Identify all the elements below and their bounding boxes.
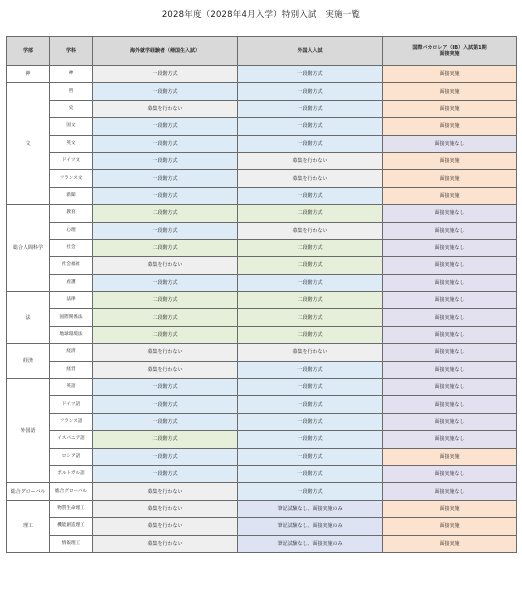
table-row [7,239,517,256]
returnee-cell: 二段階方式 [93,326,238,343]
department-cell: 国際関係法 [50,309,93,326]
table-row [7,152,517,169]
table-row [7,205,517,222]
department-cell: 看護 [50,274,93,291]
department-cell: 社会 [50,239,93,256]
ib-cell: 面接実施 [383,187,517,204]
returnee-cell: 募集を行わない [93,344,238,361]
table-body [7,66,517,553]
table-row [7,518,517,535]
foreign-cell: 一段階方式 [238,66,383,83]
faculty-cell: 外国語 [7,379,50,483]
department-cell: 機能創造理工 [50,518,93,535]
ib-cell: 面接実施なし [383,274,517,291]
table-row [7,483,517,500]
ib-cell: 面接実施なし [383,361,517,378]
returnee-cell: 二段階方式 [93,309,238,326]
foreign-cell: 筆記試験なし、面接実施のみ [238,535,383,552]
department-cell: フランス文 [50,170,93,187]
foreign-cell: 一段階方式 [238,135,383,152]
department-cell: 物質生命理工 [50,500,93,517]
foreign-cell: 一段階方式 [238,100,383,117]
department-cell: ドイツ語 [50,396,93,413]
ib-cell: 面接実施 [383,170,517,187]
table-row [7,222,517,239]
ib-cell: 面接実施なし [383,413,517,430]
ib-cell: 面接実施 [383,535,517,552]
table-row [7,118,517,135]
department-cell: 哲 [50,83,93,100]
faculty-cell: 文 [7,83,50,205]
returnee-cell: 一段階方式 [93,187,238,204]
foreign-cell: 一段階方式 [238,448,383,465]
foreign-cell: 一段階方式 [238,413,383,430]
foreign-cell: 二段階方式 [238,292,383,309]
faculty-cell: 総合グローバル [7,483,50,500]
table-row [7,326,517,343]
page-title: 2028年度（2028年4月入学）特別入試 実施一覧 [161,10,361,20]
ib-cell: 面接実施なし [383,135,517,152]
department-cell: 英文 [50,135,93,152]
table-row [7,274,517,291]
foreign-cell: 一段階方式 [238,379,383,396]
department-cell: ポルトガル語 [50,465,93,482]
returnee-cell: 一段階方式 [93,135,238,152]
ib-cell: 面接実施なし [383,465,517,482]
department-cell: ドイツ文 [50,152,93,169]
table-row [7,535,517,552]
department-cell: ロシア語 [50,448,93,465]
foreign-cell: 筆記試験なし、面接実施のみ [238,500,383,517]
ib-cell: 面接実施 [383,448,517,465]
returnee-cell: 募集を行わない [93,518,238,535]
header-faculty: 学部 [7,37,50,66]
department-cell: イスパニア語 [50,431,93,448]
table-row [7,361,517,378]
ib-cell: 面接実施 [383,100,517,117]
table-row [7,431,517,448]
table-row [7,465,517,482]
ib-cell: 面接実施なし [383,431,517,448]
foreign-cell: 一段階方式 [238,431,383,448]
foreign-cell: 募集を行わない [238,344,383,361]
ib-cell: 面接実施 [383,518,517,535]
foreign-cell: 募集を行わない [238,152,383,169]
ib-cell: 面接実施 [383,118,517,135]
returnee-cell: 二段階方式 [93,431,238,448]
foreign-cell: 一段階方式 [238,465,383,482]
table-row [7,292,517,309]
foreign-cell: 二段階方式 [238,239,383,256]
department-cell: 経営 [50,361,93,378]
foreign-cell: 一段階方式 [238,83,383,100]
foreign-cell: 一段階方式 [238,396,383,413]
returnee-cell: 一段階方式 [93,66,238,83]
ib-cell: 面接実施なし [383,309,517,326]
ib-cell: 面接実施 [383,500,517,517]
ib-cell: 面接実施なし [383,257,517,274]
returnee-cell: 一段階方式 [93,118,238,135]
foreign-cell: 一段階方式 [238,274,383,291]
foreign-cell: 一段階方式 [238,118,383,135]
department-cell: 法律 [50,292,93,309]
table-row [7,83,517,100]
ib-cell: 面接実施なし [383,379,517,396]
table-row [7,379,517,396]
faculty-cell: 法 [7,292,50,344]
department-cell: 新聞 [50,187,93,204]
table-row [7,309,517,326]
table-row [7,396,517,413]
returnee-cell: 募集を行わない [93,100,238,117]
returnee-cell: 二段階方式 [93,292,238,309]
returnee-cell: 募集を行わない [93,257,238,274]
ib-cell: 面接実施なし [383,344,517,361]
ib-cell: 面接実施 [383,66,517,83]
department-cell: 神 [50,66,93,83]
foreign-cell: 募集を行わない [238,170,383,187]
department-cell: 国文 [50,118,93,135]
returnee-cell: 一段階方式 [93,152,238,169]
foreign-cell: 一段階方式 [238,187,383,204]
returnee-cell: 一段階方式 [93,448,238,465]
table-row [7,100,517,117]
returnee-cell: 一段階方式 [93,413,238,430]
department-cell: 教育 [50,205,93,222]
table-row [7,257,517,274]
header-ib-line1: 国際バカロレア（IB）入試第1期 [412,45,487,51]
ib-cell: 面接実施なし [383,326,517,343]
header-department: 学科 [50,37,93,66]
faculty-cell: 理工 [7,500,50,552]
returnee-cell: 一段階方式 [93,222,238,239]
foreign-cell: 二段階方式 [238,326,383,343]
returnee-cell: 一段階方式 [93,170,238,187]
department-cell: フランス語 [50,413,93,430]
returnee-cell: 二段階方式 [93,205,238,222]
ib-cell: 面接実施なし [383,396,517,413]
department-cell: 心理 [50,222,93,239]
ib-cell: 面接実施なし [383,292,517,309]
faculty-cell: 神 [7,66,50,83]
ib-cell: 面接実施なし [383,222,517,239]
returnee-cell: 一段階方式 [93,379,238,396]
header-ib [383,37,517,66]
returnee-cell: 二段階方式 [93,239,238,256]
ib-cell: 面接実施なし [383,239,517,256]
foreign-cell: 一段階方式 [238,361,383,378]
foreign-cell: 二段階方式 [238,309,383,326]
returnee-cell: 一段階方式 [93,83,238,100]
ib-cell: 面接実施なし [383,483,517,500]
table-row [7,344,517,361]
faculty-cell: 経済 [7,344,50,379]
foreign-cell: 二段階方式 [238,205,383,222]
table-row [7,135,517,152]
foreign-cell: 筆記試験なし、面接実施のみ [238,518,383,535]
foreign-cell: 一段階方式 [238,483,383,500]
returnee-cell: 募集を行わない [93,535,238,552]
returnee-cell: 一段階方式 [93,396,238,413]
department-cell: 地球環境法 [50,326,93,343]
admissions-table [6,36,517,553]
returnee-cell: 一段階方式 [93,465,238,482]
table-row [7,170,517,187]
header-returnee: 海外就学経験者（帰国生入試） [93,37,238,66]
header-foreign: 外国人入試 [238,37,383,66]
department-cell: 経済 [50,344,93,361]
table-row [7,413,517,430]
department-cell: 史 [50,100,93,117]
ib-cell: 面接実施なし [383,205,517,222]
department-cell: 英語 [50,379,93,396]
department-cell: 情報理工 [50,535,93,552]
header-row [7,37,517,66]
table-row [7,448,517,465]
table-row [7,187,517,204]
ib-cell: 面接実施 [383,83,517,100]
department-cell: 社会福祉 [50,257,93,274]
returnee-cell: 募集を行わない [93,500,238,517]
returnee-cell: 一段階方式 [93,274,238,291]
foreign-cell: 二段階方式 [238,257,383,274]
ib-cell: 面接実施 [383,152,517,169]
returnee-cell: 募集を行わない [93,361,238,378]
department-cell: 総合グローバル [50,483,93,500]
table-row [7,500,517,517]
header-ib-line2: 面接実施 [439,51,460,57]
returnee-cell: 募集を行わない [93,483,238,500]
faculty-cell: 総合人間科学 [7,205,50,292]
foreign-cell: 募集を行わない [238,222,383,239]
table-row [7,66,517,83]
